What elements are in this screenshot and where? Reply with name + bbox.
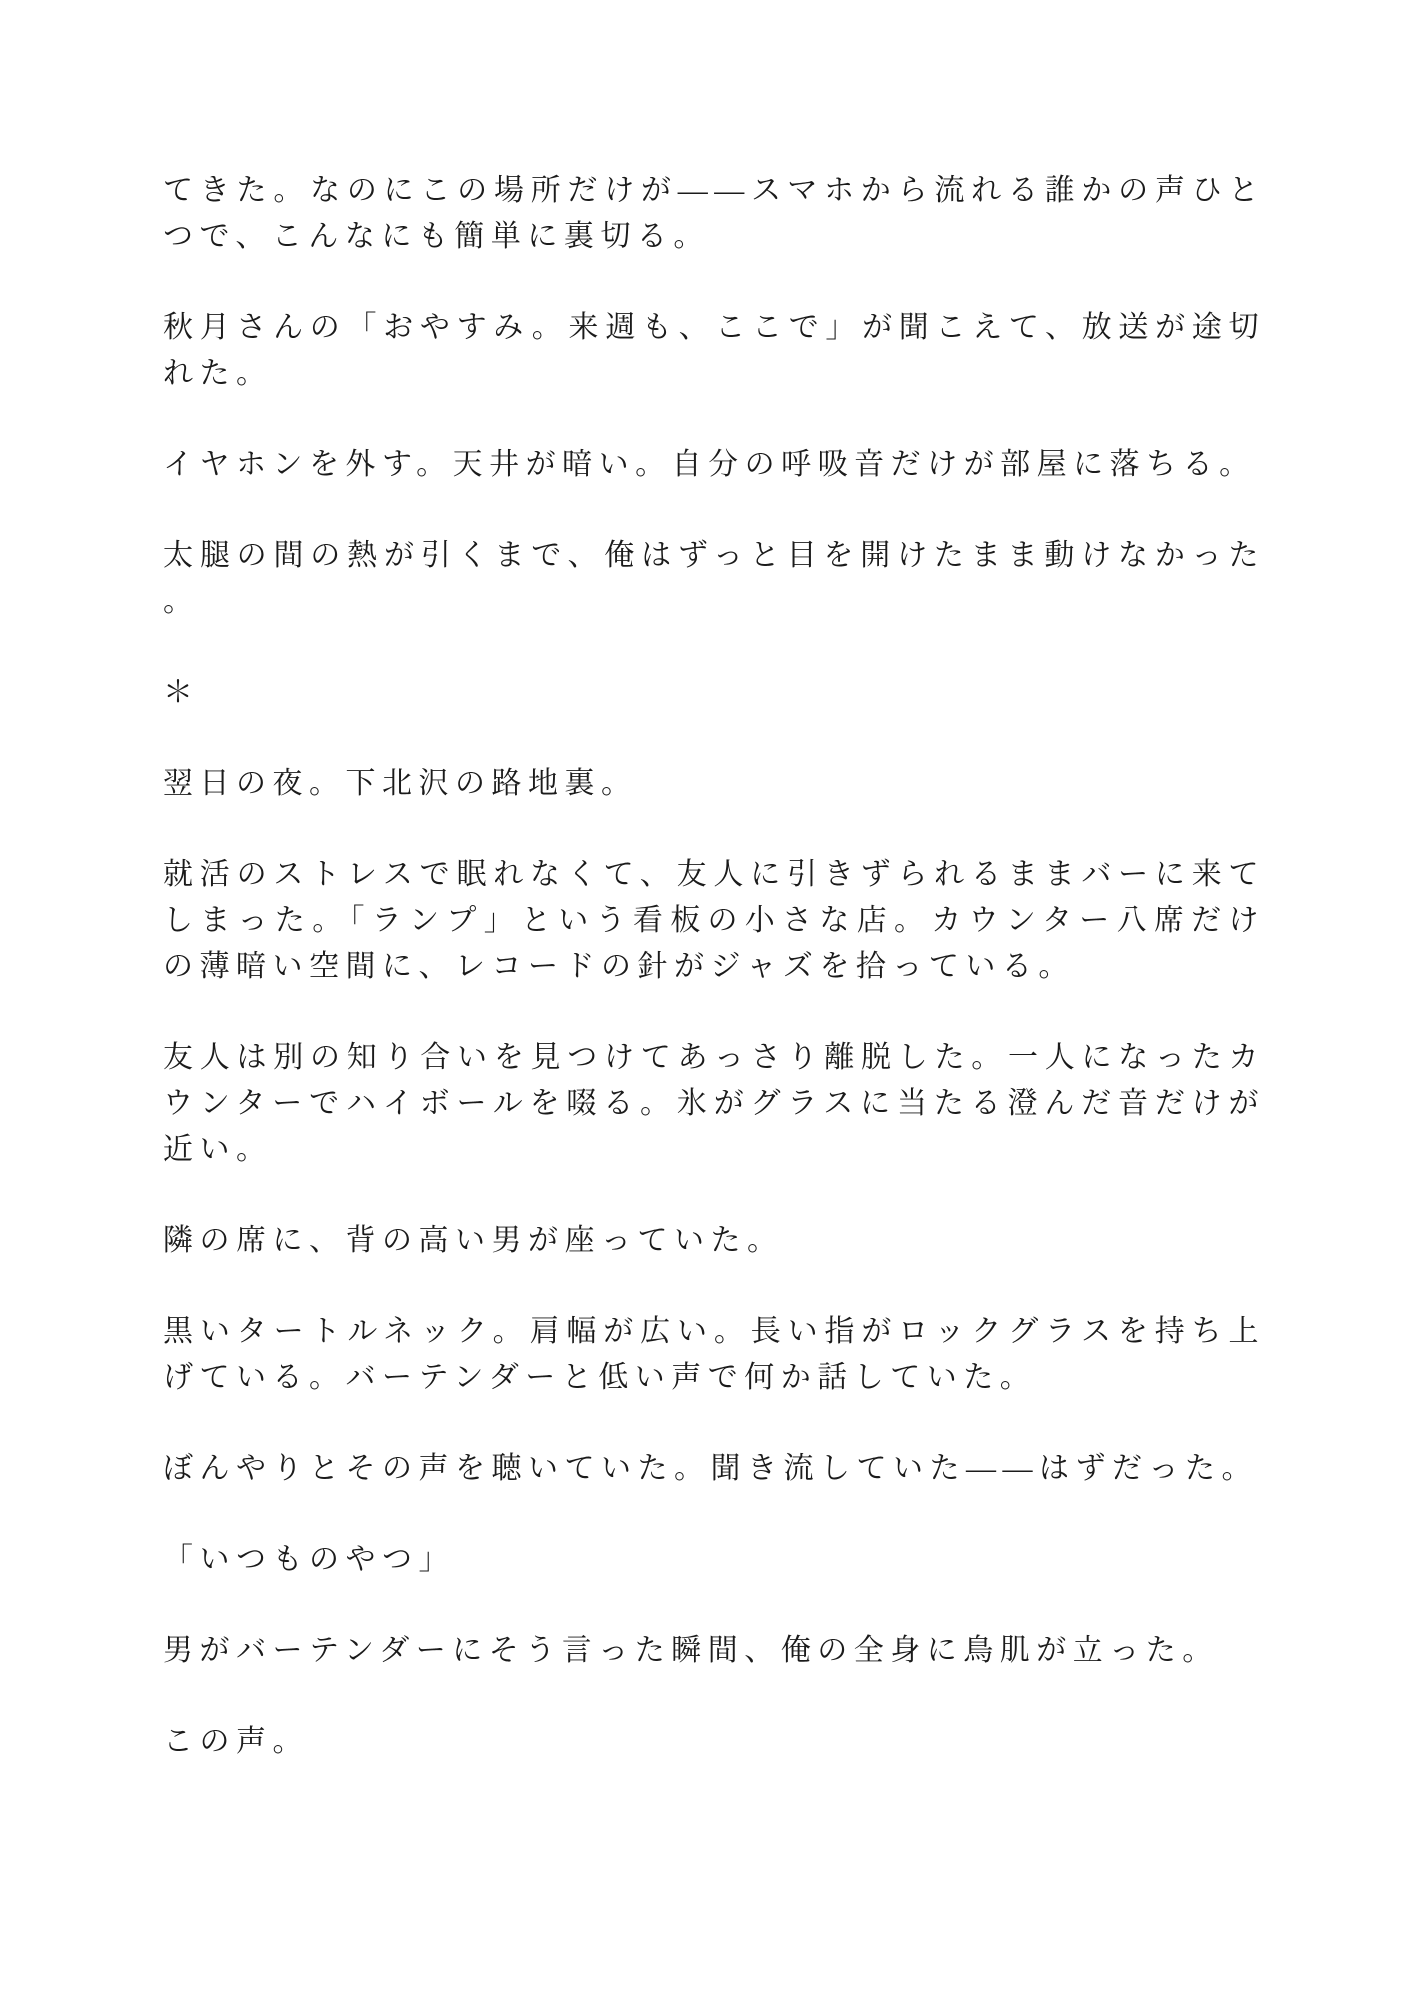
paragraph-12: この声。: [163, 1725, 309, 1758]
paragraph-dialogue: 「いつものやつ」: [163, 1543, 455, 1576]
paragraph-6: 就活のストレスで眠れなくて、友人に引きずられるままバーに来てしまった。「ランプ」という看板の小さな店。カウンター八席だけの薄暗い空間に、レコードの針がジャズを拾っている。: [163, 858, 1265, 983]
paragraph-1: てきた。なのにこの場所だけが——スマホから流れる誰かの声ひとつで、こんなにも簡単に裏切る。: [163, 174, 1265, 253]
paragraph-4: 太腿の間の熱が引くまで、俺はずっと目を開けたまま動けなかった。: [163, 539, 1265, 618]
paragraph-10: ぼんやりとその声を聴いていた。聞き流していた——はずだった。: [163, 1452, 1258, 1485]
paragraph-8: 隣の席に、背の高い男が座っていた。: [163, 1224, 784, 1257]
paragraph-3: イヤホンを外す。天井が暗い。自分の呼吸音だけが部屋に落ちる。: [163, 448, 1256, 481]
paragraph-11: 男がバーテンダーにそう言った瞬間、俺の全身に鳥肌が立った。: [163, 1634, 1219, 1667]
paragraph-9: 黒いタートルネック。肩幅が広い。長い指がロックグラスを持ち上げている。バーテンダーと低い声で何か話していた。: [163, 1315, 1265, 1394]
paragraph-2: 秋月さんの「おやすみ。来週も、ここで」が聞こえて、放送が途切れた。: [163, 311, 1265, 390]
paragraph-5: 翌日の夜。下北沢の路地裏。: [163, 767, 638, 800]
scene-separator: ＊: [163, 676, 193, 709]
paragraph-7: 友人は別の知り合いを見つけてあっさり離脱した。一人になったカウンターでハイボールを啜る。氷がグラスに当たる澄んだ音だけが近い。: [163, 1041, 1265, 1166]
